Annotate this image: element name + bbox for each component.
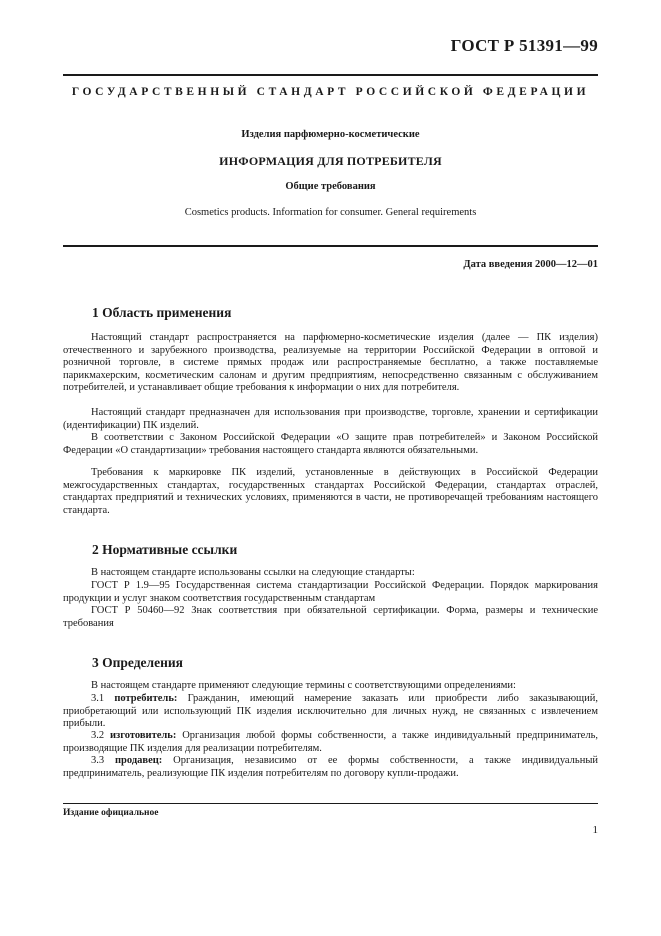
title-main: ИНФОРМАЦИЯ ДЛЯ ПОТРЕБИТЕЛЯ [219, 154, 442, 168]
paragraph: Настоящий стандарт распространяется на парфюмерно-косметические изделия (далее — ПК изделия) отечественного и зарубежного производства, реализуемые на территории Российской Федерации в оптовой и розничной торговле, в системе прямых продаж или распространяемые бесплатно, а также поставляемые парикмахерским, косметическим салонам и другим предприятиям, непосредственно связанным с обслуживанием потребителей, и устанавливает общие требования к информации о них для потребителя. [63, 332, 598, 394]
page-number: 1 [592, 824, 598, 836]
footer-rule [63, 803, 598, 804]
paragraph: В настоящем стандарте использованы ссылки на следующие стандарты: [91, 567, 415, 578]
title-english: Cosmetics products. Information for consumer. General requirements [184, 207, 477, 218]
definition-number: 3.2 [91, 730, 105, 741]
state-standard-heading: ГОСУДАРСТВЕННЫЙ СТАНДАРТ РОССИЙСКОЙ ФЕДЕРАЦИИ [71, 86, 590, 98]
paragraph: ГОСТ Р 50460—92 Знак соответствия при обязательной сертификации. Форма, размеры и технические требования [63, 605, 598, 629]
section-title-references: 2 Нормативные ссылки [92, 542, 238, 557]
official-edition-label: Издание официальное [63, 808, 159, 818]
gost-number: ГОСТ Р 51391—99 [450, 36, 598, 55]
paragraph: Требования к маркировке ПК изделий, установленные в действующих в Российской Федерации межгосударственных стандартах, государственных стандартах Российской Федерации, стандартах отраслей, стандартах предприятий и технических условиях, применяются в части, не противоречащей требованиям настоящего стандарта. [63, 467, 598, 516]
definition-item [63, 693, 598, 731]
paragraph: В соответствии с Законом Российской Федерации «О защите прав потребителей» и Законом Российской Федерации «О стандартизации» требования настоящего стандарта являются обязательными. [63, 432, 598, 456]
paragraph: Настоящий стандарт предназначен для использования при производстве, торговле, хранении и сертификации (идентификации) ПК изделий. [63, 407, 598, 431]
definition-term: потребитель: [114, 693, 178, 704]
title-subtitle: Общие требования [285, 181, 376, 192]
definition-term: изготовитель: [109, 730, 177, 741]
definition-term: продавец: [115, 755, 163, 766]
definition-text: Организация любой формы собственности, а также индивидуальный предприниматель, производящие ПК изделия для реализации потребителям. [63, 730, 598, 754]
paragraph: ГОСТ Р 1.9—95 Государственная система стандартизации Российской Федерации. Порядок маркирования продукции и услуг знаком соответствия государственным стандартам [63, 580, 598, 604]
title-rule [63, 245, 598, 247]
date-of-introduction: Дата введения 2000—12—01 [463, 259, 598, 270]
paragraph: В настоящем стандарте применяют следующие термины с соответствующими определениями: [91, 680, 516, 691]
section-title-scope: 1 Область применения [92, 305, 232, 320]
definition-item [63, 730, 598, 755]
header-rule [63, 74, 598, 76]
definition-text: Гражданин, имеющий намерение заказать или приобрести либо заказывающий, приобретающий или использующий ПК изделия исключительно для личных нужд, не связанных с извлечением прибыли. [63, 693, 599, 730]
title-products: Изделия парфюмерно-косметические [241, 129, 420, 140]
definition-number: 3.1 [91, 693, 105, 704]
definition-text: Организация, независимо от ее формы собственности, а также индивидуальный предприниматель, реализующие ПК изделия потребителям по договору купли-продажи. [63, 755, 598, 779]
definition-item [63, 755, 598, 780]
section-title-definitions: 3 Определения [92, 655, 183, 670]
definition-number: 3.3 [91, 755, 105, 766]
